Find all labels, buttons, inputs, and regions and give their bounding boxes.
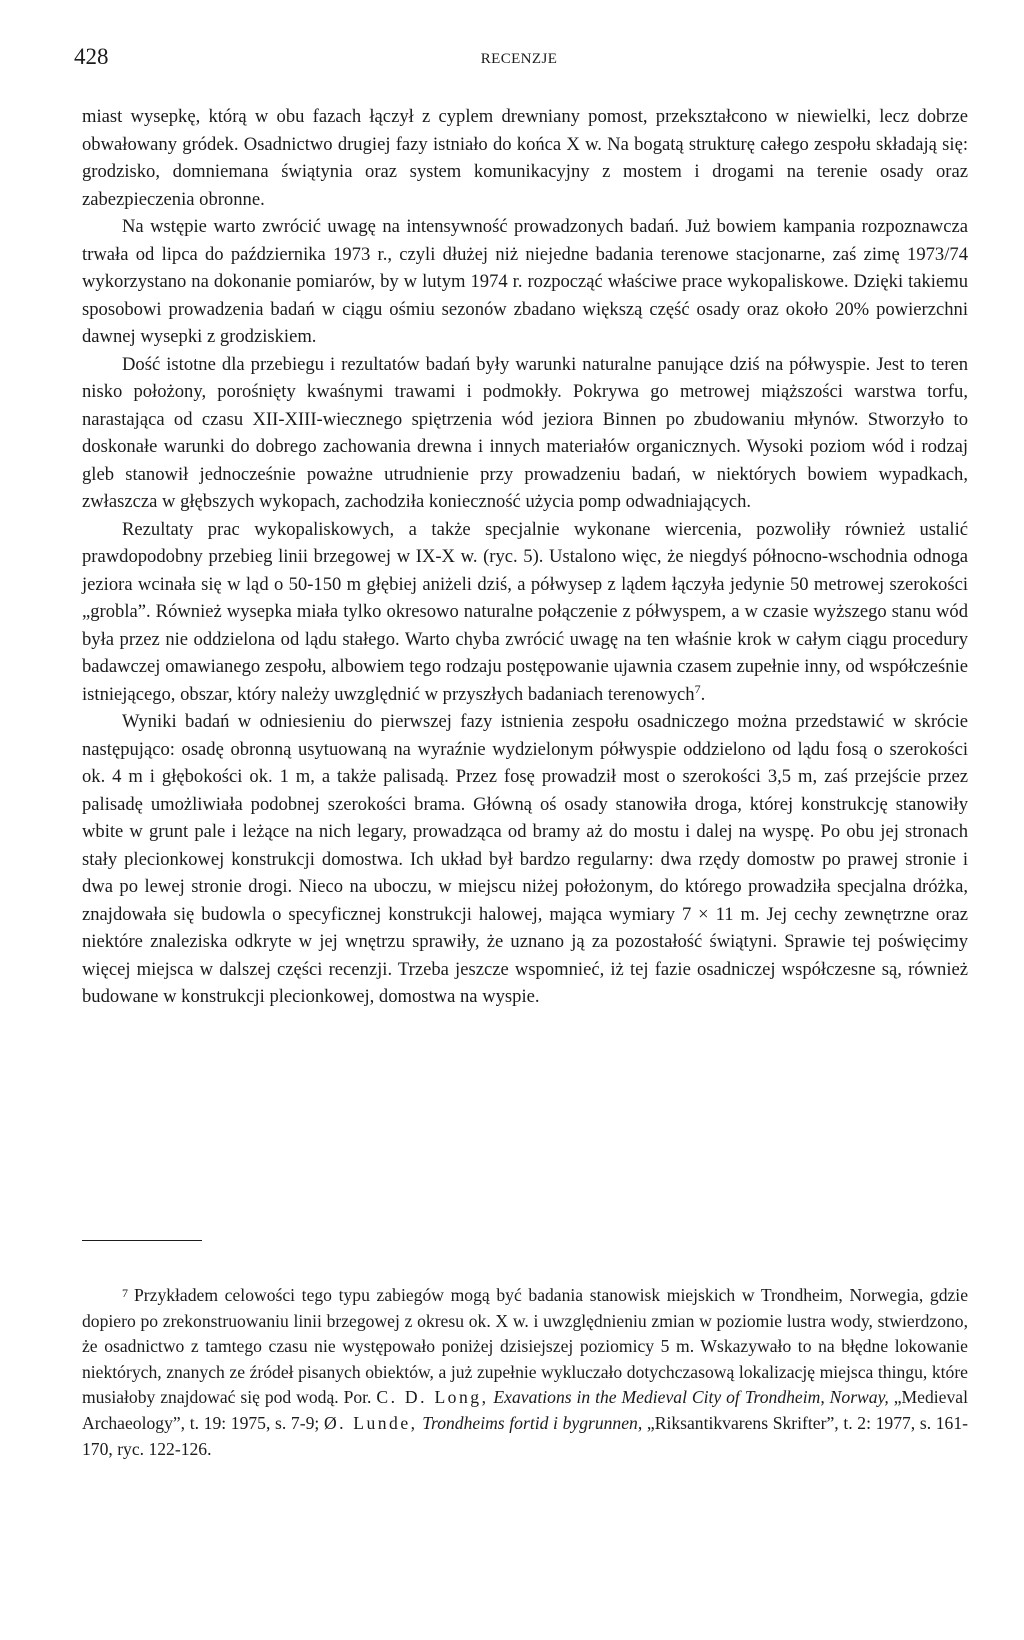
page-header	[74, 44, 964, 80]
paragraph: Wyniki badań w odniesieniu do pierwszej fazy istnienia zespołu osadniczego można przedstawić w skrócie następująco: osadę obronną usytuowaną na wyraźnie wydzielonym półwyspie oddzielono od lądu fosą o szerokości ok. 4 m i głębokości ok. 1 m, a także palisadą. Przez fosę prowadził most o szerokości 3,5 m, zaś przejście przez palisadę umożliwiała podobnej szerokości brama. Główną oś osady stanowiła droga, której konstrukcję stanowiły wbite w grunt pale i leżące na nich legary, prowadząca od bramy aż do mostu i dalej na wyspę. Po obu jej stronach stały plecionkowej konstrukcji domostwa. Ich układ był bardzo regularny: dwa rzędy domostw po prawej stronie i dwa po lewej stronie drogi. Nieco na uboczu, w miejscu niżej położonym, do którego prowadziła specjalna dróżka, znajdowała się budowla o specyficznej konstrukcji halowej, mająca wymiary 7 × 11 m. Jej cechy zewnętrzne oraz niektóre znaleziska odkryte w jej wnętrzu sprawiły, że uznano ją za pozostałość świątyni. Sprawie tej poświęcimy więcej miejsca w dalszej części recenzji. Trzeba jeszcze wspomnieć, iż tej fazie osadniczej współczesne są, również budowane w konstrukcji plecionkowej, domostwa na wyspie.	[82, 711, 968, 1007]
footnote	[82, 1281, 968, 1462]
footnote-author: Ø. Lunde,	[323, 1412, 418, 1433]
footnote-text: „Riksantikvarens Skrifter”, t. 2: 1977, s. 161-170, ryc. 122-126.	[82, 1412, 968, 1459]
paragraph: miast wysepkę, którą w obu fazach łączył z cyplem drewniany pomost, przekształcono w niewielki, lecz dobrze obwałowany gródek. Osadnictwo drugiej fazy istniało do końca X w. Na bogatą strukturę całego zespołu składają się: grodzisko, domniemana świątynia oraz system komunikacyjny z mostem i drogami na terenie osady oraz zabezpieczenia obronne.	[82, 106, 968, 210]
footnote-title: Exavations in the Medieval City of Trondheim, Norway,	[493, 1387, 889, 1408]
footnote-author: C. D. Long,	[376, 1387, 489, 1408]
footnote-reference[interactable]: 7	[694, 681, 701, 696]
paragraph-end: .	[700, 683, 706, 705]
paragraph-text: Rezultaty prac wykopaliskowych, a także specjalnie wykonane wiercenia, pozwoliły również ustalić prawdopodobny przebieg linii brzegowej w IX-X w. (ryc. 5). Ustalono więc, że niegdyś północno-wschodnia odnoga jeziora wcinała się w ląd o 50-150 m głębiej aniżeli dziś, a półwysep z lądem łączyła jedynie 50 metrowej szerokości „grobla”. Również wysepka miała tylko okresowo naturalne połączenie z półwyspem, a w czasie wyższego stanu wód była przez nie oddzielona od lądu stałego. Warto chyba zwrócić uwagę na ten właśnie krok w całym ciągu procedury badawczej omawianego zespołu, albowiem tego rodzaju postępowanie ujawnia czasem zupełnie inny, od współcześnie istniejącego, obszar, który należy uwzględnić w przyszłych badaniach terenowych	[82, 518, 968, 705]
paragraph: Na wstępie warto zwrócić uwagę na intensywność prowadzonych badań. Już bowiem kampania rozpoznawcza trwała od lipca do października 1973 r., czyli dłużej niż niejedne badania terenowe stacjonarne, zaś zimę 1973/74 wykorzystano na dokonanie pomiarów, by w lutym 1974 r. rozpocząć właściwe prace wykopaliskowe. Dzięki takiemu sposobowi prowadzenia badań w ciągu ośmiu sezonów zbadano większą część osady oraz około 20% powierzchni dawnej wysepki z grodziskiem.	[82, 216, 968, 347]
footnote-number: 7	[122, 1286, 128, 1300]
footnote-text: „Medieval Archaeology”, t. 19: 1975, s. 7-9;	[82, 1387, 968, 1433]
footnote-text: Przykładem celowości tego typu zabiegów mogą być badania stanowisk miejskich w Trondheim, Norwegia, gdzie dopiero po zrekonstruowaniu linii brzegowej z okresu ok. X w. i uwzględnieniu zmian w poziomie lustra wody, stwierdzono, że osadnictwo z tamtego czasu nie występowało poniżej dzisiejszej poziomicy 5 m. Wskazywało to na błędne lokowanie niektórych, znanych ze źródeł pisanych obiektów, a już zupełnie wykluczało dotychczasową lokalizację miejsca thingu, które musiałoby znajdować się pod wodą. Por.	[82, 1285, 968, 1408]
page-number: 428	[74, 44, 109, 69]
running-head: RECENZJE	[480, 51, 558, 67]
footnote-title: Trondheims fortid i bygrunnen,	[422, 1412, 643, 1433]
body-text	[82, 103, 968, 1011]
footnote-divider	[82, 1240, 202, 1241]
paragraph	[82, 516, 968, 709]
paragraph: Dość istotne dla przebiegu i rezultatów badań były warunki naturalne panujące dziś na półwyspie. Jest to teren nisko położony, porośnięty kwaśnymi trawami i podmokły. Pokrywa go metrowej miąższości warstwa torfu, narastająca od czasu XII-XIII-wiecznego spiętrzenia wód jeziora Binnen po zbudowaniu młynów. Stworzyło to doskonałe warunki do dobrego zachowania drewna i innych materiałów organicznych. Wysoki poziom wód i rodzaj gleb stanowił jednocześnie poważne utrudnienie przy prowadzeniu badań, w niektórych bowiem wypadkach, zwłaszcza w głębszych wykopach, zachodziła konieczność użycia pomp odwadniających.	[82, 353, 968, 512]
